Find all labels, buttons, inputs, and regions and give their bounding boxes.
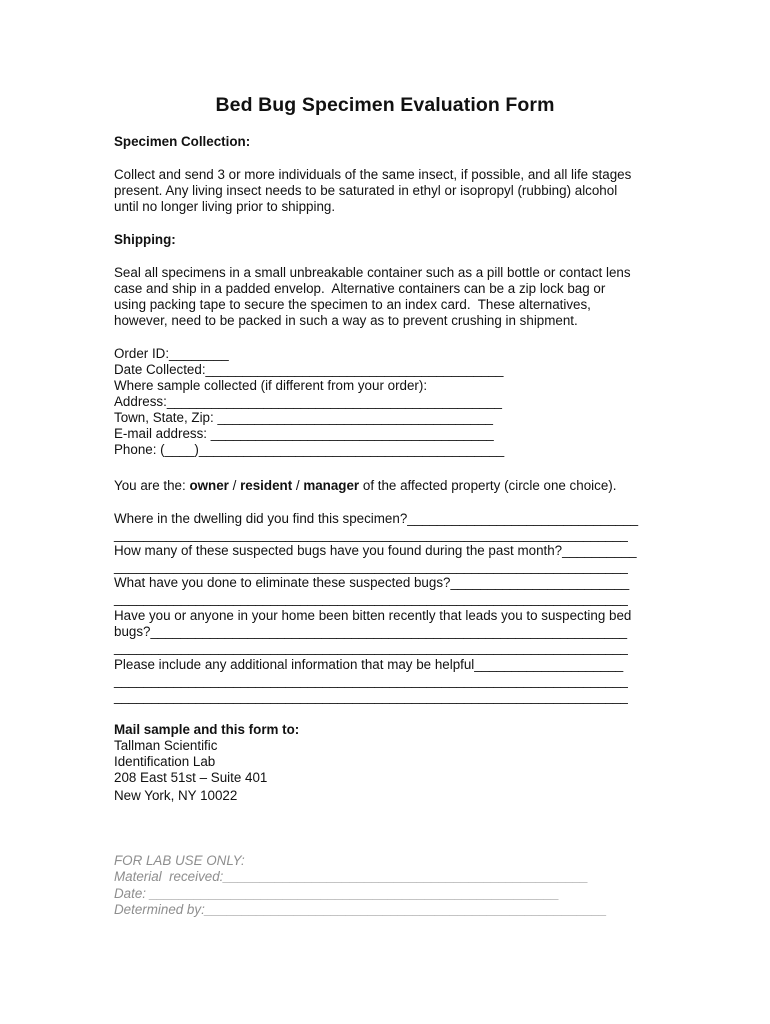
lab-use-heading: FOR LAB USE ONLY: bbox=[114, 853, 245, 868]
answer-blank-line[interactable]: _____________________________________________________________________ bbox=[114, 527, 628, 542]
mail-heading: Mail sample and this form to: bbox=[114, 722, 300, 737]
lab-material-received-field[interactable]: Material received:_________________________________________________ bbox=[114, 869, 589, 884]
sample-location-label: Where sample collected (if different from your order): bbox=[114, 378, 428, 393]
answer-blank-line[interactable]: _____________________________________________________________________ bbox=[114, 559, 628, 574]
answer-blank-line[interactable]: _____________________________________________________________________ bbox=[114, 673, 628, 688]
answer-blank-line[interactable]: _____________________________________________________________________ bbox=[114, 591, 628, 606]
shipping-text-line: however, need to be packed in such a way as to prevent crushing in shipment. bbox=[114, 313, 578, 328]
email-field[interactable]: E-mail address: ______________________________________ bbox=[114, 426, 494, 441]
answer-blank-line[interactable]: _____________________________________________________________________ bbox=[114, 689, 628, 704]
role-owner[interactable]: owner bbox=[189, 478, 229, 493]
collection-text-line: present. Any living insect needs to be saturated in ethyl or isopropyl (rubbing) alcohol bbox=[114, 183, 618, 198]
address-field[interactable]: Address:_____________________________________________ bbox=[114, 394, 502, 409]
lab-determined-by-field[interactable]: Determined by:______________________________________________________ bbox=[114, 902, 607, 917]
phone-field[interactable]: Phone: (____)_________________________________________ bbox=[114, 442, 505, 457]
mail-address-line: New York, NY 10022 bbox=[114, 788, 238, 803]
order-id-field[interactable]: Order ID:________ bbox=[114, 346, 229, 361]
question-additional-info-field[interactable]: Please include any additional information that may be helpful____________________ bbox=[114, 657, 624, 672]
shipping-text-line: case and ship in a padded envelop. Alternative containers can be a zip lock bag or bbox=[114, 281, 606, 296]
collection-text-line: until no longer living prior to shipping. bbox=[114, 199, 336, 214]
question-count-field[interactable]: How many of these suspected bugs have you found during the past month?__________ bbox=[114, 543, 637, 558]
mail-address-line: Tallman Scientific bbox=[114, 738, 218, 753]
question-bitten-text: Have you or anyone in your home been bitten recently that leads you to suspecting bed bbox=[114, 608, 632, 623]
shipping-text-line: Seal all specimens in a small unbreakable container such as a pill bottle or contact lens bbox=[114, 265, 631, 280]
mail-address-line: Identification Lab bbox=[114, 754, 216, 769]
role-resident[interactable]: resident bbox=[240, 478, 293, 493]
collection-heading: Specimen Collection: bbox=[114, 134, 251, 149]
town-state-zip-field[interactable]: Town, State, Zip: _____________________________________ bbox=[114, 410, 493, 425]
role-suffix: of the affected property (circle one choice). bbox=[359, 478, 617, 493]
shipping-text-line: using packing tape to secure the specimen to an index card. These alternatives, bbox=[114, 297, 591, 312]
question-bitten-field[interactable]: bugs?________________________________________________________________ bbox=[114, 624, 628, 639]
mail-address-line: 208 East 51st – Suite 401 bbox=[114, 770, 268, 785]
shipping-heading: Shipping: bbox=[114, 232, 176, 247]
question-elimination-field[interactable]: What have you done to eliminate these suspected bugs?________________________ bbox=[114, 575, 630, 590]
role-prefix: You are the: bbox=[114, 478, 190, 493]
role-manager[interactable]: manager bbox=[303, 478, 360, 493]
lab-date-field[interactable]: Date: _______________________________________________________ bbox=[114, 886, 560, 901]
page-title: Bed Bug Specimen Evaluation Form bbox=[215, 94, 555, 116]
answer-blank-line[interactable]: _____________________________________________________________________ bbox=[114, 640, 628, 655]
collection-text-line: Collect and send 3 or more individuals of the same insect, if possible, and all life stages bbox=[114, 167, 632, 182]
role-separator: / bbox=[228, 478, 241, 493]
question-location-field[interactable]: Where in the dwelling did you find this specimen?_______________________________ bbox=[114, 511, 639, 526]
date-collected-field[interactable]: Date Collected:________________________________________ bbox=[114, 362, 504, 377]
role-separator: / bbox=[292, 478, 304, 493]
role-choice bbox=[114, 478, 616, 494]
